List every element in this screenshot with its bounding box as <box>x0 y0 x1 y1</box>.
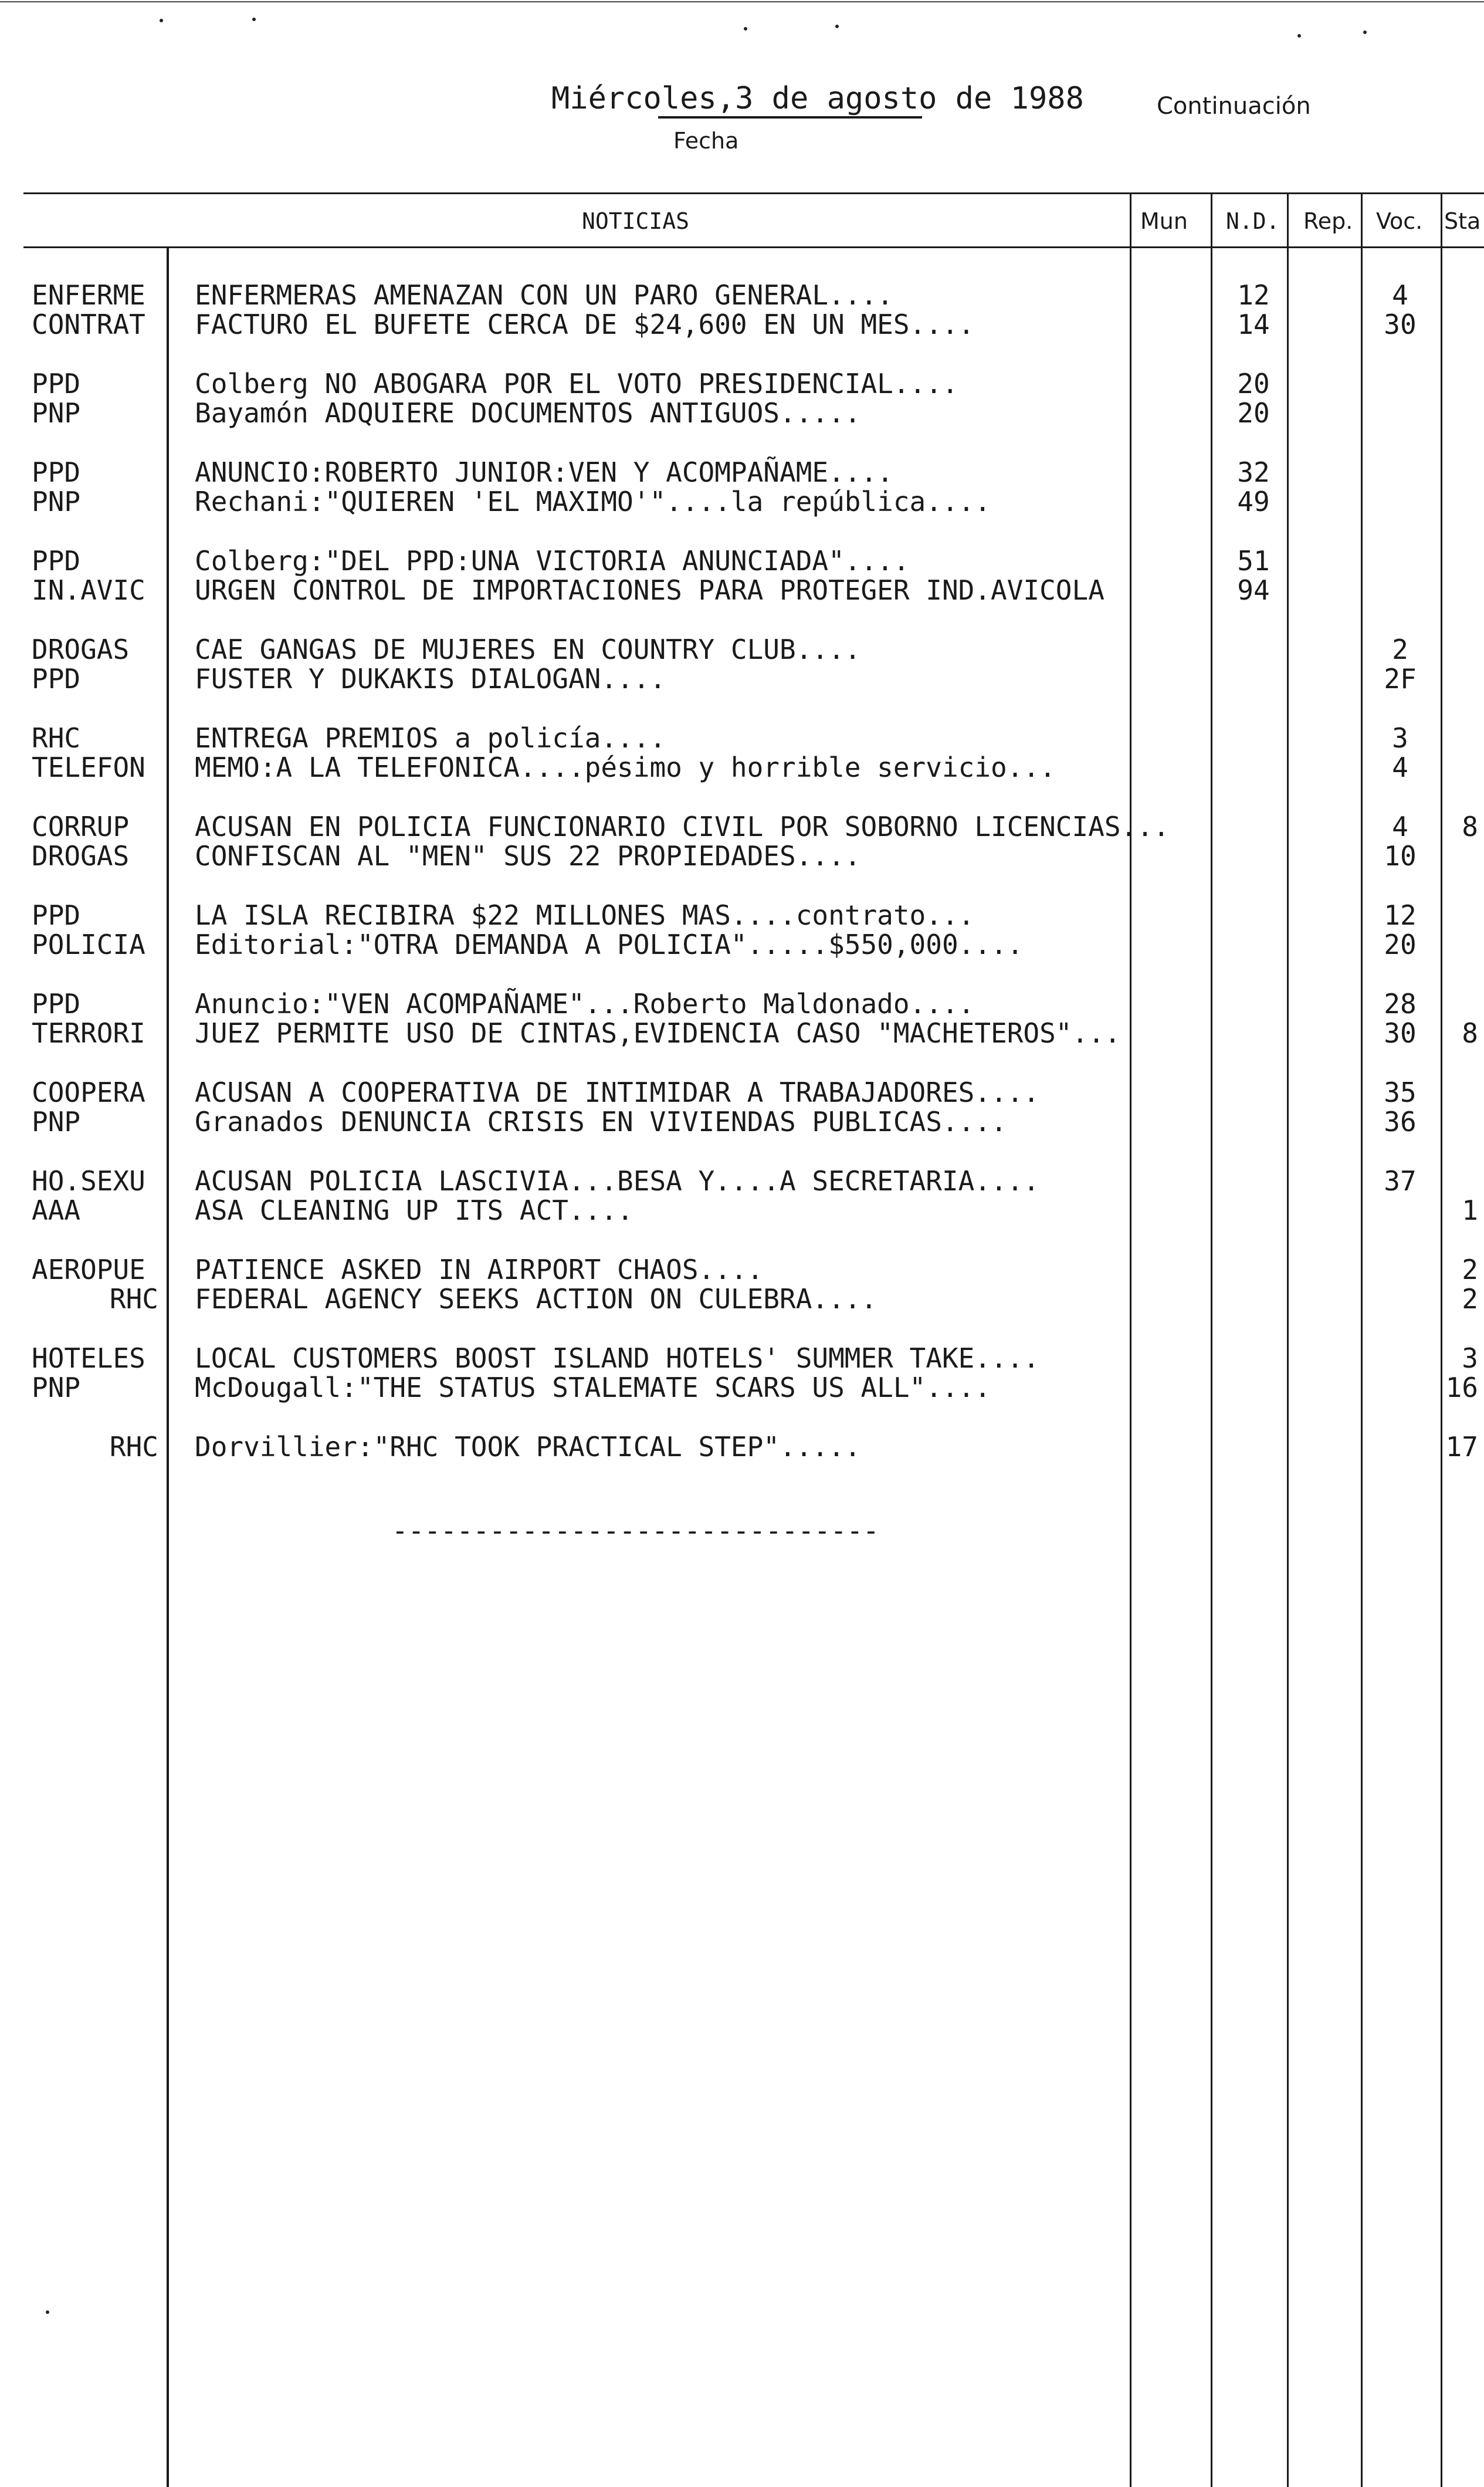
row-sta-page: 16 <box>1445 1372 1478 1403</box>
row-sta-page: 2 <box>1462 1254 1478 1285</box>
row-category: PNP <box>32 486 81 517</box>
row-category: IN.AVIC <box>32 574 145 606</box>
row-category: PPD <box>32 988 81 1020</box>
row-headline: Dorvillier:"RHC TOOK PRACTICAL STEP"..... <box>195 1431 861 1463</box>
col-header-sta: Sta <box>1444 208 1481 234</box>
row-nd-page: 20 <box>1237 368 1270 400</box>
row-category: PNP <box>32 1372 81 1403</box>
speck <box>160 19 163 22</box>
col-header-noticias: NOTICIAS <box>582 208 690 234</box>
row-category: AEROPUE <box>32 1254 145 1285</box>
row-nd-page: 94 <box>1237 574 1270 606</box>
row-category: PNP <box>32 397 81 429</box>
row-headline: Granados DENUNCIA CRISIS EN VIVIENDAS PUBLICAS.... <box>195 1106 1007 1138</box>
rep-divider <box>1287 192 1289 2487</box>
row-nd-page: 49 <box>1237 486 1270 517</box>
row-category: ENFERME <box>32 279 145 311</box>
row-category: CORRUP <box>32 811 130 842</box>
row-headline: Anuncio:"VEN ACOMPAÑAME"...Roberto Maldonado.... <box>195 988 975 1020</box>
col-header-rep: Rep. <box>1303 208 1353 234</box>
row-voc-page: 2 <box>1392 634 1408 665</box>
row-headline: CAE GANGAS DE MUJERES EN COUNTRY CLUB.... <box>195 634 861 665</box>
row-voc-page: 30 <box>1384 309 1417 340</box>
row-nd-page: 32 <box>1237 456 1270 488</box>
row-headline: Editorial:"OTRA DEMANDA A POLICIA".....$550,000.... <box>195 929 1024 960</box>
row-category: AAA <box>32 1195 81 1226</box>
row-category: PPD <box>32 456 81 488</box>
row-category: TERRORI <box>32 1017 145 1049</box>
row-voc-page: 3 <box>1392 722 1408 754</box>
row-headline: LOCAL CUSTOMERS BOOST ISLAND HOTELS' SUMMER TAKE.... <box>195 1342 1040 1374</box>
row-sta-page: 8 <box>1462 1017 1478 1049</box>
speck <box>744 27 747 31</box>
row-category: RHC <box>109 1431 158 1463</box>
row-category: RHC <box>109 1283 158 1315</box>
row-headline: Rechani:"QUIEREN 'EL MAXIMO'"....la república.... <box>195 486 991 517</box>
row-category: PNP <box>32 1106 81 1138</box>
row-category: PPD <box>32 368 81 400</box>
row-category: DROGAS <box>32 634 130 665</box>
row-category: PPD <box>32 545 81 577</box>
row-headline: ACUSAN A COOPERATIVA DE INTIMIDAR A TRABAJADORES.... <box>195 1077 1040 1108</box>
row-category: HOTELES <box>32 1342 145 1374</box>
row-nd-page: 20 <box>1237 397 1270 429</box>
row-headline: URGEN CONTROL DE IMPORTACIONES PARA PROTEGER IND.AVICOLA <box>195 574 1104 606</box>
date-underline <box>658 116 922 119</box>
row-headline: ENTREGA PREMIOS a policía.... <box>195 722 666 754</box>
row-category: COOPERA <box>32 1077 145 1108</box>
row-sta-page: 1 <box>1462 1195 1478 1226</box>
mun-divider <box>1130 192 1131 2487</box>
row-voc-page: 36 <box>1384 1106 1417 1138</box>
row-category: DROGAS <box>32 840 130 872</box>
row-voc-page: 2F <box>1384 663 1417 695</box>
row-nd-page: 14 <box>1237 309 1270 340</box>
row-category: PPD <box>32 899 81 931</box>
nd-divider <box>1211 192 1212 2487</box>
row-voc-page: 30 <box>1384 1017 1417 1049</box>
row-category: CONTRAT <box>32 309 145 340</box>
speck <box>835 25 839 28</box>
col-header-nd: N.D. <box>1226 208 1280 234</box>
row-headline: CONFISCAN AL "MEN" SUS 22 PROPIEDADES.... <box>195 840 861 872</box>
row-headline: Colberg NO ABOGARA POR EL VOTO PRESIDENCIAL.... <box>195 368 958 400</box>
row-category: TELEFON <box>32 752 145 783</box>
row-voc-page: 4 <box>1392 279 1408 311</box>
speck <box>46 2310 49 2314</box>
row-voc-page: 4 <box>1392 752 1408 783</box>
row-voc-page: 37 <box>1384 1165 1417 1197</box>
row-category: HO.SEXU <box>32 1165 145 1197</box>
row-headline: ENFERMERAS AMENAZAN CON UN PARO GENERAL.... <box>195 279 893 311</box>
row-headline: ANUNCIO:ROBERTO JUNIOR:VEN Y ACOMPAÑAME.... <box>195 456 893 488</box>
row-headline: LA ISLA RECIBIRA $22 MILLONES MAS....contrato... <box>195 899 975 931</box>
row-voc-page: 28 <box>1384 988 1417 1020</box>
table-header-rule <box>23 246 1484 248</box>
top-edge-line <box>0 1 1484 2</box>
row-headline: Colberg:"DEL PPD:UNA VICTORIA ANUNCIADA".... <box>195 545 910 577</box>
col-header-voc: Voc. <box>1376 208 1423 234</box>
row-headline: JUEZ PERMITE USO DE CINTAS,EVIDENCIA CASO "MACHETEROS"... <box>195 1017 1121 1049</box>
speck <box>1363 31 1367 34</box>
row-category: RHC <box>32 722 81 754</box>
row-sta-page: 17 <box>1445 1431 1478 1463</box>
row-sta-page: 3 <box>1462 1342 1478 1374</box>
row-headline: ACUSAN POLICIA LASCIVIA...BESA Y....A SECRETARIA.... <box>195 1165 1040 1197</box>
row-voc-page: 20 <box>1384 929 1417 960</box>
speck <box>252 18 256 21</box>
row-nd-page: 12 <box>1237 279 1270 311</box>
date-text: Miércoles,3 de agosto de 1988 <box>551 81 1084 116</box>
row-category: PPD <box>32 663 81 695</box>
row-headline: McDougall:"THE STATUS STALEMATE SCARS US ALL".... <box>195 1372 991 1403</box>
row-nd-page: 51 <box>1237 545 1270 577</box>
row-headline: ASA CLEANING UP ITS ACT.... <box>195 1195 633 1226</box>
row-headline: Bayamón ADQUIERE DOCUMENTOS ANTIGUOS..... <box>195 397 861 429</box>
row-headline: FUSTER Y DUKAKIS DIALOGAN.... <box>195 663 666 695</box>
row-category: POLICIA <box>32 929 145 960</box>
row-voc-page: 12 <box>1384 899 1417 931</box>
row-voc-page: 35 <box>1384 1077 1417 1108</box>
voc-divider <box>1361 192 1363 2487</box>
row-headline: FEDERAL AGENCY SEEKS ACTION ON CULEBRA.... <box>195 1283 877 1315</box>
continuation-label: Continuación <box>1157 93 1311 120</box>
row-headline: MEMO:A LA TELEFONICA....pésimo y horrible servicio... <box>195 752 1056 783</box>
col-header-mun: Mun <box>1140 208 1188 234</box>
row-headline: PATIENCE ASKED IN AIRPORT CHAOS.... <box>195 1254 764 1285</box>
sta-divider <box>1441 192 1442 2487</box>
row-voc-page: 10 <box>1384 840 1417 872</box>
row-sta-page: 2 <box>1462 1283 1478 1315</box>
speck <box>1297 34 1301 38</box>
table-top-rule <box>23 192 1484 194</box>
row-headline: ACUSAN EN POLICIA FUNCIONARIO CIVIL POR SOBORNO LICENCIAS... <box>195 811 1170 842</box>
row-headline: FACTURO EL BUFETE CERCA DE $24,600 EN UN MES.... <box>195 309 975 340</box>
closing-dash-rule: ------------------------------ <box>392 1515 879 1547</box>
row-voc-page: 4 <box>1392 811 1408 842</box>
category-divider <box>167 246 169 2487</box>
date-label: Fecha <box>673 128 739 154</box>
row-sta-page: 8 <box>1462 811 1478 842</box>
